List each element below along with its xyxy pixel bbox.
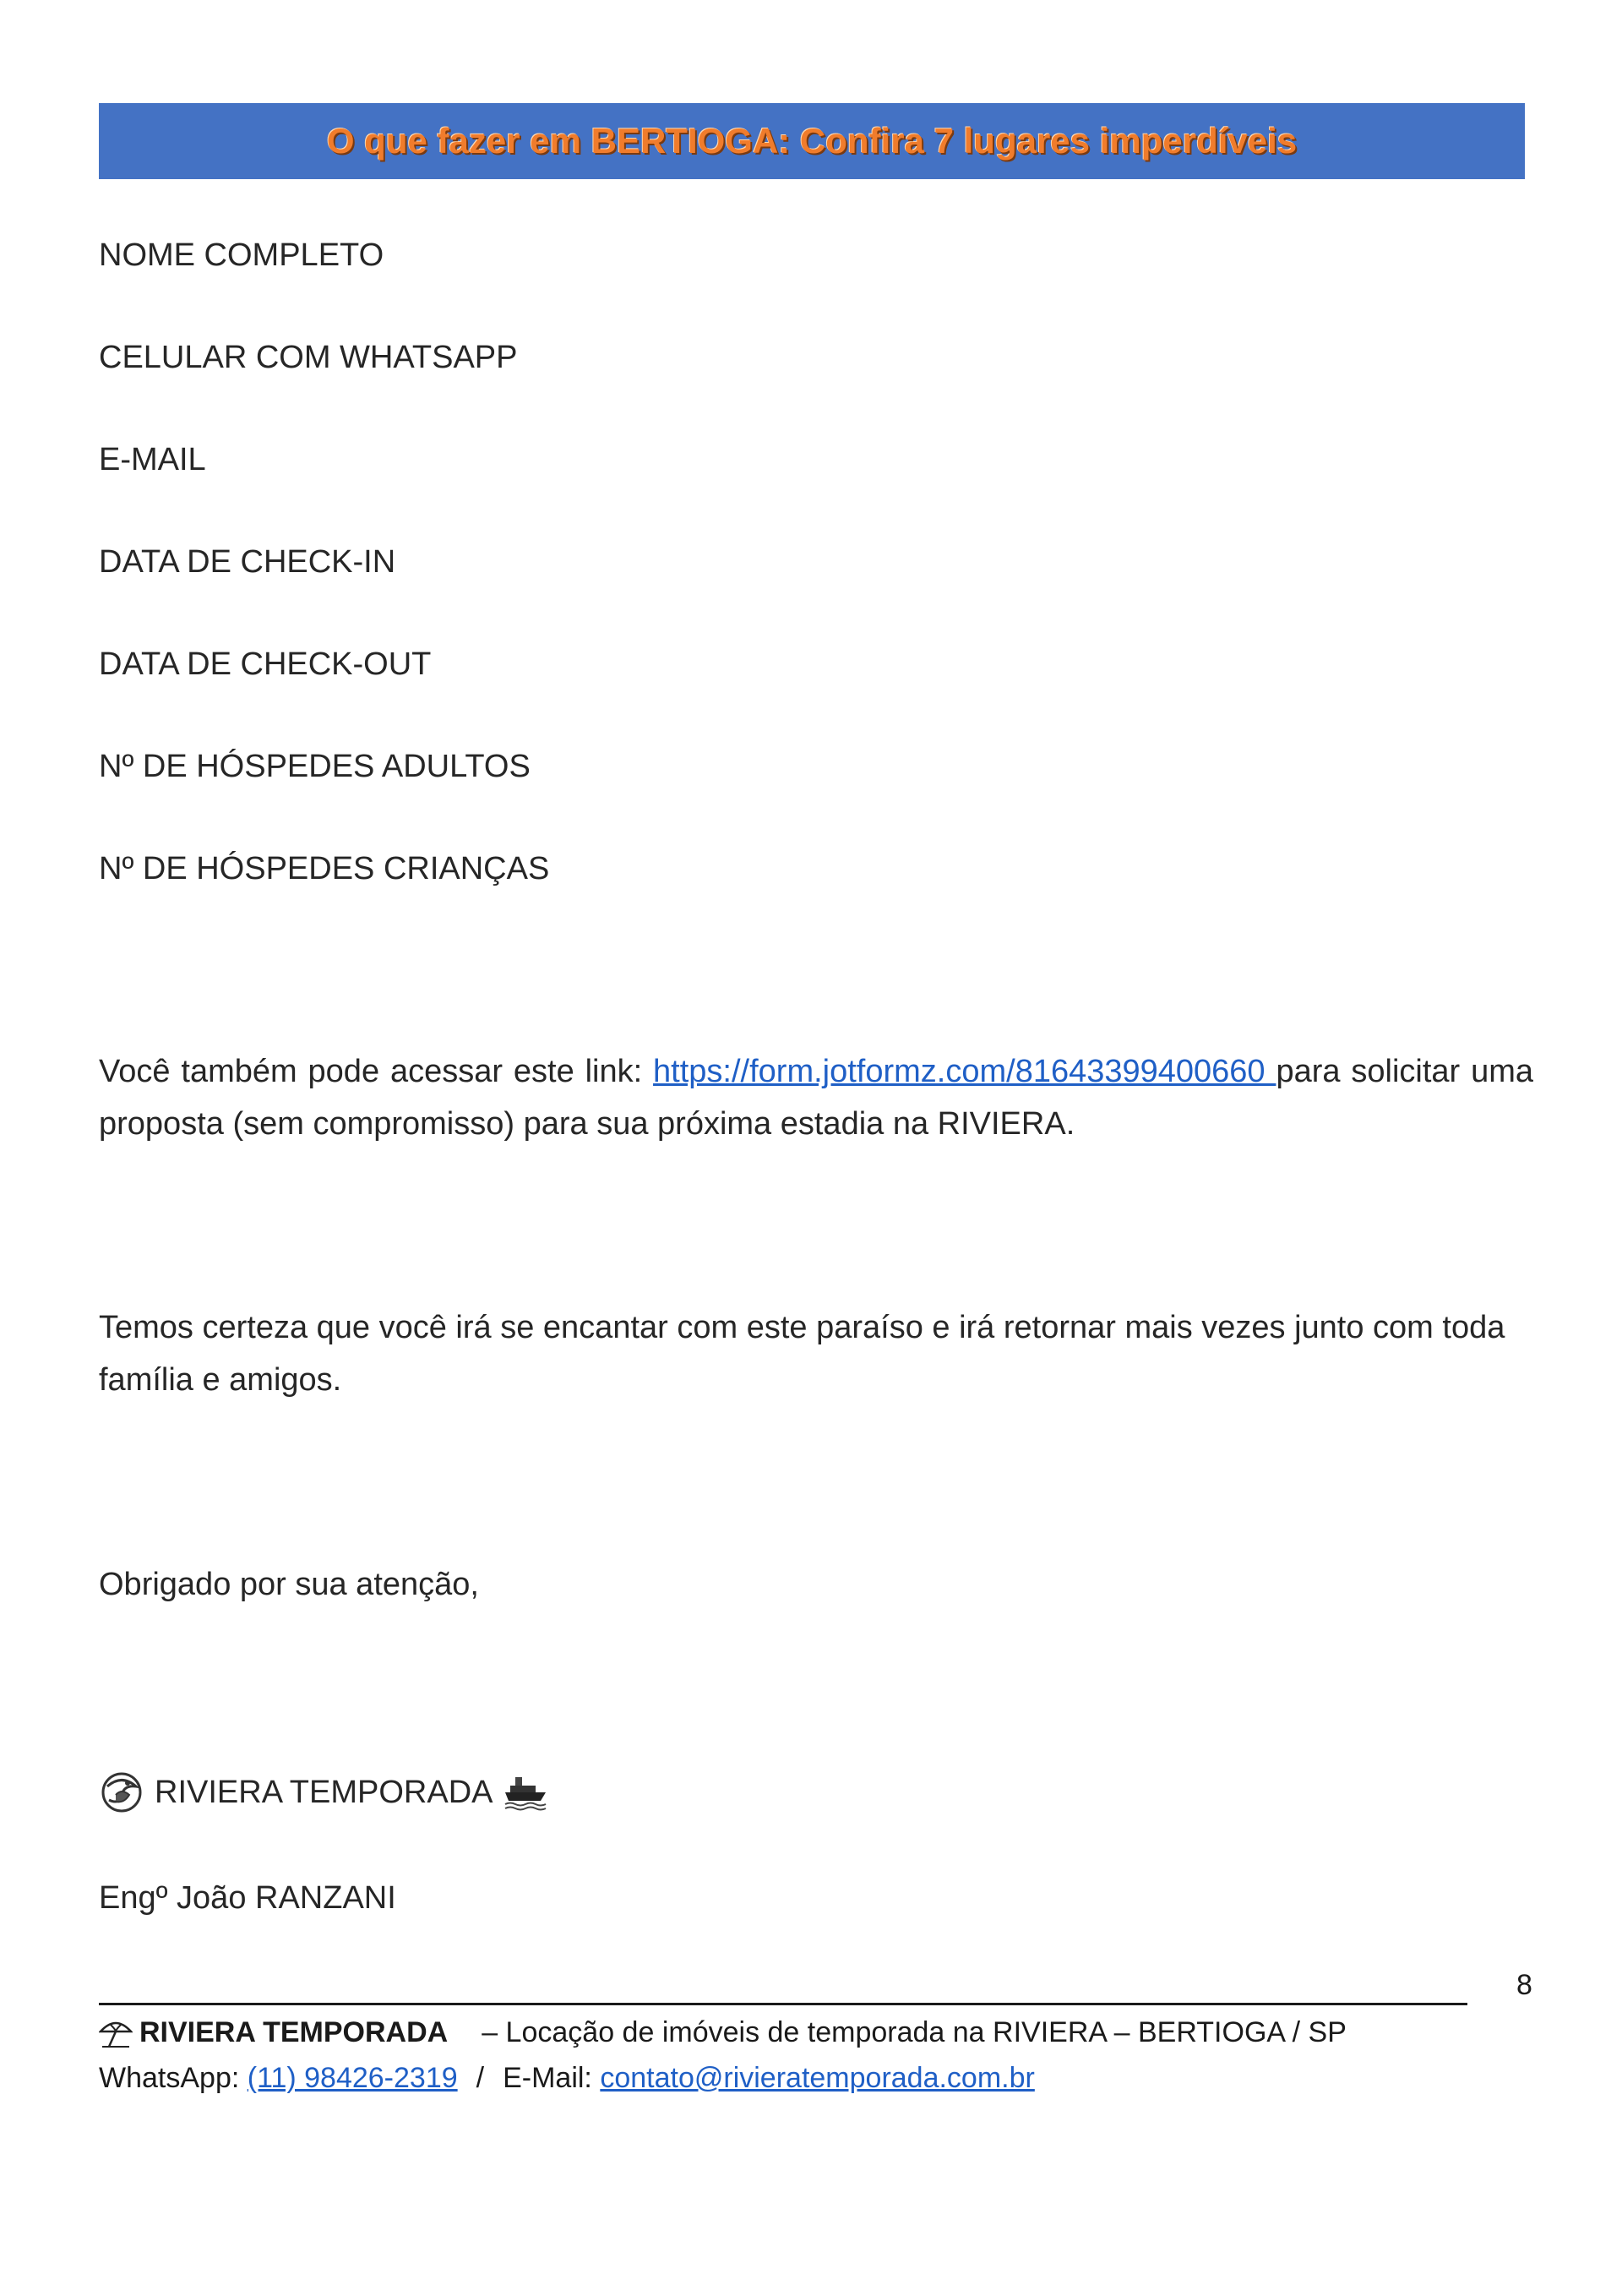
signature-name: Engº João RANZANI — [99, 1880, 396, 1916]
thanks-text: Obrigado por sua atenção, — [99, 1567, 479, 1602]
footer-tagline: – Locação de imóveis de temporada na RIVIERA – BERTIOGA / SP — [482, 2016, 1347, 2048]
boat-emoji-icon — [503, 1774, 547, 1811]
closing-paragraph: Temos certeza que você irá se encantar com este paraíso e irá retornar mais vezes junto com toda família e amigos. — [99, 1310, 1505, 1398]
banner-title: O que fazer em BERTIOGA: Confira 7 lugares imperdíveis — [326, 121, 1298, 161]
swirl-emoji-icon — [99, 1770, 144, 1815]
footer-brand-line — [99, 2016, 1347, 2049]
whatsapp-label: WhatsApp: — [99, 2062, 248, 2094]
footer-brand: RIVIERA TEMPORADA — [139, 2016, 449, 2048]
email-link[interactable]: contato@rivieratemporada.com.br — [600, 2062, 1035, 2094]
link-paragraph-suffix: para solicitar uma proposta (sem compromisso) para sua próxima estadia na RIVIERA. — [99, 1054, 1533, 1142]
email-label: E-Mail: — [503, 2062, 601, 2094]
field-checkin-date: DATA DE CHECK-IN — [99, 544, 396, 580]
beach-umbrella-icon — [99, 2018, 133, 2048]
title-banner — [99, 103, 1525, 179]
field-checkout-date: DATA DE CHECK-OUT — [99, 646, 432, 682]
whatsapp-link[interactable]: (11) 98426-2319 — [247, 2062, 458, 2094]
link-paragraph-prefix: Você também pode acessar este link: — [99, 1054, 654, 1089]
footer-separator: / — [476, 2062, 485, 2094]
field-email: E-MAIL — [99, 442, 206, 477]
field-full-name: NOME COMPLETO — [99, 237, 384, 273]
link-paragraph — [99, 1045, 1533, 1150]
signature-company: RIVIERA TEMPORADA — [155, 1774, 493, 1810]
footer-contact-line — [99, 2062, 1035, 2095]
signature-company-line — [99, 1770, 547, 1815]
field-child-guests: Nº DE HÓSPEDES CRIANÇAS — [99, 851, 550, 886]
field-whatsapp: CELULAR COM WHATSAPP — [99, 340, 518, 375]
page-number: 8 — [1516, 1969, 1532, 2001]
footer-divider — [99, 2003, 1467, 2005]
jotform-link[interactable]: https://form.jotformz.com/81643399400660 — [653, 1054, 1276, 1089]
field-adult-guests: Nº DE HÓSPEDES ADULTOS — [99, 749, 531, 784]
